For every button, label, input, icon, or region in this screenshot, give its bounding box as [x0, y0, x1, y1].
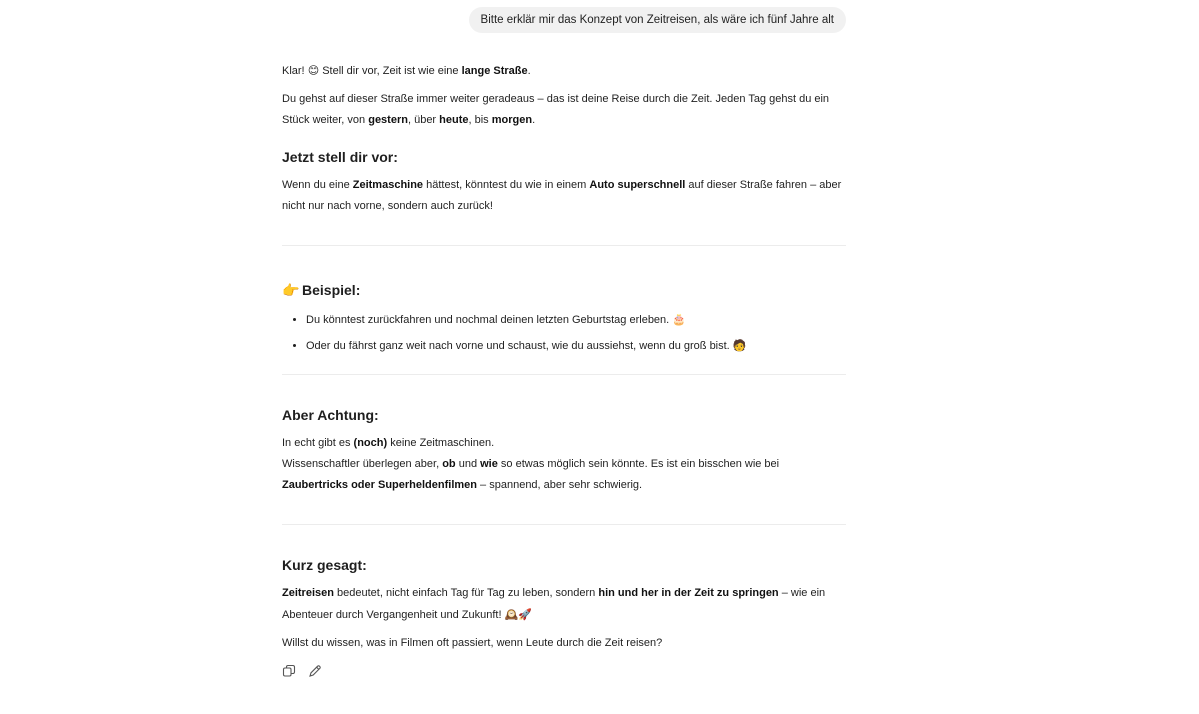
bold-text: heute — [439, 114, 469, 126]
text: Klar! — [282, 65, 308, 77]
summary-paragraph — [282, 583, 846, 626]
text: bedeutet, nicht einfach Tag für Tag zu leben, sondern — [333, 587, 599, 599]
text: Du könntest zurückfahren und nochmal deinen letzten Geburtstag erleben. — [306, 314, 673, 326]
text: auf dieser Straße fahren – aber nicht nur nach vorne, sondern auch zurück! — [282, 179, 842, 212]
assistant-answer — [282, 60, 846, 678]
text: , bis — [468, 114, 492, 126]
question-paragraph: Willst du wissen, was in Filmen oft passiert, wenn Leute durch die Zeit reisen? — [282, 637, 663, 649]
copy-icon — [282, 664, 296, 678]
text: keine Zeitmaschinen. — [387, 437, 495, 449]
bold-text: Zeitmaschine — [352, 179, 424, 191]
text: so etwas möglich sein könnte. Es ist ein bisschen wie bei — [497, 458, 780, 470]
bold-text: (noch) — [353, 437, 388, 449]
bold-text: Zaubertricks oder Superheldenfilmen — [282, 479, 477, 491]
bold-text: hin und her in der Zeit zu springen — [598, 587, 779, 599]
heading-text: Beispiel: — [302, 282, 361, 298]
text: , über — [407, 114, 440, 126]
text: Wenn du eine — [282, 179, 353, 191]
text: . — [527, 65, 531, 77]
divider — [282, 245, 846, 246]
smile-emoji-icon: 😊 — [307, 64, 320, 77]
scientists-paragraph — [282, 454, 846, 496]
bold-text: Auto superschnell — [589, 179, 686, 191]
edit-button[interactable] — [308, 664, 322, 678]
cake-icon: 🎂 — [672, 313, 686, 326]
text: . — [532, 114, 536, 126]
list-item — [306, 310, 846, 330]
divider — [282, 374, 846, 375]
text: Oder du fährst ganz weit nach vorne und schaust, wie du aussiehst, wenn du groß bist. — [306, 340, 733, 352]
clock-rocket-icon: 🕰️🚀 — [504, 608, 533, 621]
text: Du gehst auf dieser Straße immer weiter geradeaus – das ist deine Reise durch die Zeit. Jeden Tag gehst du ein Stück weiter, von — [282, 93, 830, 126]
bold-text: lange Straße — [461, 65, 528, 77]
street-paragraph — [282, 89, 846, 131]
time-machine-paragraph — [282, 175, 846, 217]
bold-text: ob — [442, 458, 456, 470]
heading-example — [282, 280, 846, 300]
bold-text: morgen — [491, 114, 533, 126]
example-list — [282, 310, 846, 356]
text: und — [455, 458, 481, 470]
heading-summary: Kurz gesagt: — [282, 557, 367, 573]
no-machines-paragraph — [282, 433, 846, 454]
text: – wie ein Abenteuer durch Vergangenheit und Zukunft! — [282, 587, 826, 621]
list-item — [306, 336, 846, 356]
copy-button[interactable] — [282, 664, 296, 678]
user-message-bubble — [469, 7, 846, 33]
text: – spannend, aber sehr schwierig. — [477, 479, 643, 491]
message-actions — [282, 664, 846, 678]
intro-paragraph — [282, 60, 846, 82]
pointing-hand-icon: 👉 — [282, 282, 300, 298]
edit-icon — [308, 664, 322, 678]
bold-text: wie — [480, 458, 498, 470]
text: Wissenschaftler überlegen aber, — [282, 458, 443, 470]
bold-text: Zeitreisen — [282, 587, 334, 599]
user-message-text: Bitte erklär mir das Konzept von Zeitreisen, als wäre ich fünf Jahre alt — [480, 14, 834, 26]
bold-text: gestern — [368, 114, 408, 126]
heading-attention: Aber Achtung: — [282, 407, 379, 423]
text: Stell dir vor, Zeit ist wie eine — [319, 65, 462, 77]
person-icon: 🧑 — [732, 339, 747, 352]
divider — [282, 524, 846, 525]
text: In echt gibt es — [282, 437, 354, 449]
text: hättest, könntest du wie in einem — [423, 179, 590, 191]
heading-imagine: Jetzt stell dir vor: — [282, 149, 398, 165]
